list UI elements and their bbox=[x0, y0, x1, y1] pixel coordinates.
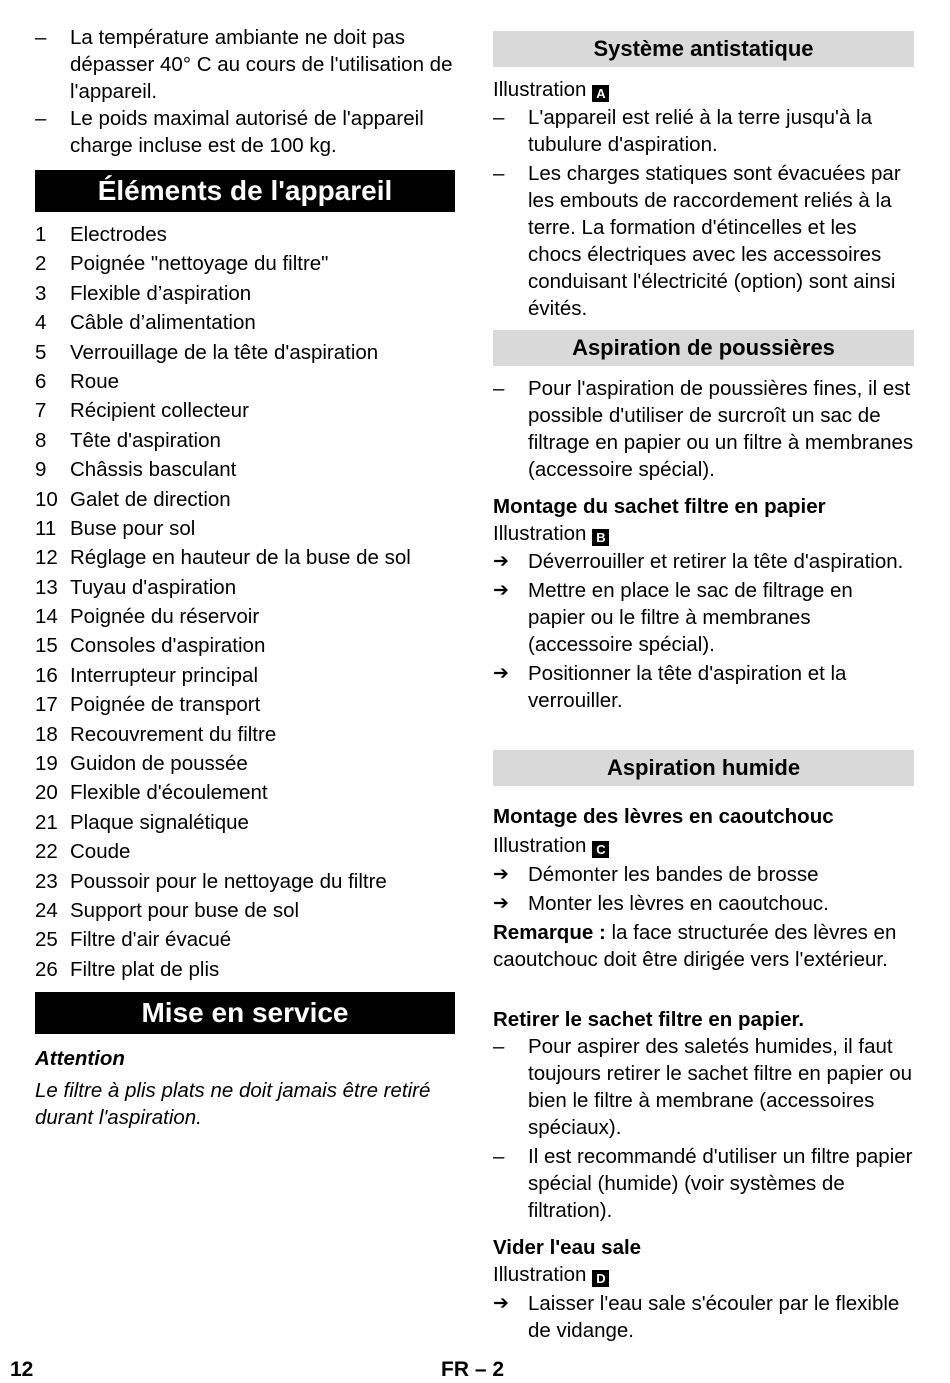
part-number: 9 bbox=[35, 458, 47, 482]
part-list-item bbox=[35, 749, 455, 778]
part-list-item bbox=[35, 220, 455, 249]
part-label: Consoles d'aspiration bbox=[70, 634, 266, 658]
remarque-note: Remarque : la face structurée des lèvres en caoutchouc doit être dirigée vers l'extérieur. bbox=[493, 921, 897, 971]
intro-list bbox=[35, 24, 455, 159]
part-number: 6 bbox=[35, 369, 47, 393]
part-list-item bbox=[35, 279, 455, 308]
language-page-label: FR – 2 bbox=[441, 1358, 505, 1381]
part-number: 7 bbox=[35, 399, 47, 423]
attention-text: Le filtre à plis plats ne doit jamais être retiré durant l'aspiration. bbox=[35, 1079, 431, 1129]
part-label: Poignée de transport bbox=[70, 693, 261, 717]
part-list-item bbox=[35, 426, 455, 455]
part-list-item bbox=[35, 249, 455, 278]
vider-block bbox=[493, 1234, 914, 1344]
illustration-ref: Illustration B bbox=[493, 520, 914, 547]
part-label: Filtre d'air évacué bbox=[70, 928, 232, 952]
part-number: 22 bbox=[35, 840, 58, 864]
part-list-item bbox=[35, 631, 455, 660]
part-list-item bbox=[35, 396, 455, 425]
part-list-item bbox=[35, 837, 455, 866]
part-label: Guidon de poussée bbox=[70, 752, 248, 776]
part-number: 3 bbox=[35, 281, 47, 305]
part-number: 8 bbox=[35, 428, 47, 452]
part-number: 11 bbox=[35, 516, 57, 540]
part-number: 20 bbox=[35, 781, 58, 805]
section-heading-elements: Éléments de l'appareil bbox=[35, 170, 455, 212]
part-list-item bbox=[35, 485, 455, 514]
illustration-ref: Illustration A bbox=[493, 76, 914, 103]
part-label: Buse pour sol bbox=[70, 516, 196, 540]
part-list-item bbox=[35, 573, 455, 602]
part-list-item bbox=[35, 543, 455, 572]
part-number: 26 bbox=[35, 957, 58, 981]
sachet-block bbox=[493, 493, 914, 714]
arrow-icon: ➔ bbox=[493, 1292, 509, 1314]
subheading-levres: Montage des lèvres en caoutchouc bbox=[493, 805, 834, 828]
dash-marker: – bbox=[493, 377, 505, 400]
part-number: 12 bbox=[35, 546, 58, 570]
retirer-block bbox=[493, 1006, 914, 1224]
part-label: Recouvrement du filtre bbox=[70, 722, 277, 746]
part-list-item bbox=[35, 455, 455, 484]
part-list-item bbox=[35, 602, 455, 631]
part-number: 2 bbox=[35, 252, 47, 276]
part-list-item bbox=[35, 808, 455, 837]
part-label: Châssis basculant bbox=[70, 458, 237, 482]
dash-marker: – bbox=[493, 162, 505, 185]
illustration-ref: Illustration D bbox=[493, 1261, 914, 1288]
antistatique-block bbox=[493, 76, 914, 322]
dash-marker: – bbox=[35, 107, 47, 130]
part-number: 18 bbox=[35, 722, 58, 746]
illustration-letter-badge: C bbox=[592, 841, 609, 858]
list-item: – Pour l'aspiration de poussières fines, il est possible d'utiliser de surcroît un sac de filtrage en papier ou un filtre à membranes (accessoire spécial). bbox=[493, 377, 914, 481]
part-number: 24 bbox=[35, 898, 58, 922]
part-number: 23 bbox=[35, 869, 58, 893]
part-number: 13 bbox=[35, 575, 58, 599]
arrow-icon: ➔ bbox=[493, 662, 509, 684]
part-label: Réglage en hauteur de la buse de sol bbox=[70, 546, 411, 570]
subheading-sachet: Montage du sachet filtre en papier bbox=[493, 495, 826, 518]
part-number: 21 bbox=[35, 810, 58, 834]
section-heading-poussieres: Aspiration de poussières bbox=[493, 330, 914, 366]
section-heading-mise-en-service: Mise en service bbox=[35, 992, 455, 1034]
arrow-icon: ➔ bbox=[493, 579, 509, 601]
part-label: Poignée du réservoir bbox=[70, 605, 260, 629]
part-list-item bbox=[35, 690, 455, 719]
list-item: – Les charges statiques sont évacuées par les embouts de raccordement reliés à la terre. La formation d'étincelles et les chocs électriques avec les accessoires conduisant l'électricité (option) sont ainsi évités. bbox=[493, 162, 901, 320]
part-list-item bbox=[35, 896, 455, 925]
remarque-label: Remarque : bbox=[493, 921, 606, 944]
part-list-item bbox=[35, 955, 455, 984]
part-list-item bbox=[35, 367, 455, 396]
part-label: Poussoir pour le nettoyage du filtre bbox=[70, 869, 387, 893]
part-list-item bbox=[35, 720, 455, 749]
list-item: – Le poids maximal autorisé de l'appareil charge incluse est de 100 kg. bbox=[35, 107, 424, 157]
part-number: 15 bbox=[35, 634, 58, 658]
arrow-icon: ➔ bbox=[493, 550, 509, 572]
part-number: 14 bbox=[35, 605, 58, 629]
list-item: – La température ambiante ne doit pas dépasser 40° C au cours de l'utilisation de l'appareil. bbox=[35, 26, 453, 103]
part-number: 10 bbox=[35, 487, 58, 511]
part-label: Interrupteur principal bbox=[70, 663, 259, 687]
dash-marker: – bbox=[493, 1035, 505, 1058]
part-list-item bbox=[35, 514, 455, 543]
part-label: Flexible d’aspiration bbox=[70, 281, 252, 305]
part-label: Tuyau d'aspiration bbox=[70, 575, 237, 599]
part-list-item bbox=[35, 338, 455, 367]
part-list-item bbox=[35, 778, 455, 807]
illustration-letter-badge: A bbox=[592, 85, 609, 102]
part-label: Galet de direction bbox=[70, 487, 231, 511]
part-number: 4 bbox=[35, 311, 47, 335]
step-item: ➔ Laisser l'eau sale s'écouler par le flexible de vidange. bbox=[493, 1292, 900, 1342]
part-label: Support pour buse de sol bbox=[70, 898, 300, 922]
part-number: 17 bbox=[35, 693, 58, 717]
page-number: 12 bbox=[10, 1358, 34, 1381]
part-label: Coude bbox=[70, 840, 131, 864]
elements-list bbox=[35, 220, 455, 984]
poussieres-block bbox=[493, 375, 914, 483]
humide-block bbox=[493, 803, 914, 973]
dash-marker: – bbox=[493, 1145, 505, 1168]
part-list-item bbox=[35, 867, 455, 896]
section-heading-antistatique: Système antistatique bbox=[493, 31, 914, 67]
part-label: Flexible d'écoulement bbox=[70, 781, 268, 805]
dash-marker: – bbox=[35, 26, 47, 49]
list-item: – L'appareil est relié à la terre jusqu'à la tubulure d'aspiration. bbox=[493, 106, 872, 156]
part-label: Poignée "nettoyage du filtre" bbox=[70, 252, 329, 276]
part-list-item bbox=[35, 308, 455, 337]
part-number: 16 bbox=[35, 663, 58, 687]
step-item: ➔ Déverrouiller et retirer la tête d'aspiration. bbox=[493, 550, 904, 573]
part-number: 5 bbox=[35, 340, 47, 364]
part-label: Verrouillage de la tête d'aspiration bbox=[70, 340, 379, 364]
part-label: Tête d'aspiration bbox=[70, 428, 221, 452]
part-number: 1 bbox=[35, 223, 47, 246]
illustration-letter-badge: B bbox=[592, 529, 609, 546]
list-item: – Pour aspirer des saletés humides, il faut toujours retirer le sachet filtre en papier ou bien le filtre à membrane (accessoires spéciaux). bbox=[493, 1035, 913, 1139]
attention-block bbox=[35, 1045, 455, 1131]
part-list-item bbox=[35, 661, 455, 690]
step-item: ➔ Démonter les bandes de brosse bbox=[493, 863, 819, 886]
illustration-ref: Illustration C bbox=[493, 832, 914, 859]
step-item: ➔ Mettre en place le sac de filtrage en papier ou le filtre à membranes (accessoire spécial). bbox=[493, 579, 853, 656]
step-item: ➔ Monter les lèvres en caoutchouc. bbox=[493, 892, 829, 915]
part-label: Roue bbox=[70, 369, 120, 393]
arrow-icon: ➔ bbox=[493, 863, 509, 885]
section-heading-humide: Aspiration humide bbox=[493, 750, 914, 786]
part-label: Electrodes bbox=[70, 223, 167, 246]
part-label: Filtre plat de plis bbox=[70, 957, 220, 981]
part-number: 25 bbox=[35, 928, 58, 952]
subheading-retirer: Retirer le sachet filtre en papier. bbox=[493, 1008, 805, 1031]
illustration-letter-badge: D bbox=[592, 1270, 609, 1287]
part-label: Câble d’alimentation bbox=[70, 311, 256, 335]
step-item: ➔ Positionner la tête d'aspiration et la verrouiller. bbox=[493, 662, 847, 712]
part-number: 19 bbox=[35, 752, 58, 776]
part-label: Plaque signalétique bbox=[70, 810, 249, 834]
attention-label: Attention bbox=[35, 1047, 125, 1070]
subheading-vider: Vider l'eau sale bbox=[493, 1236, 642, 1259]
dash-marker: – bbox=[493, 106, 505, 129]
part-list-item bbox=[35, 925, 455, 954]
arrow-icon: ➔ bbox=[493, 892, 509, 914]
list-item: – Il est recommandé d'utiliser un filtre papier spécial (humide) (voir systèmes de filtration). bbox=[493, 1145, 913, 1222]
part-label: Récipient collecteur bbox=[70, 399, 249, 423]
